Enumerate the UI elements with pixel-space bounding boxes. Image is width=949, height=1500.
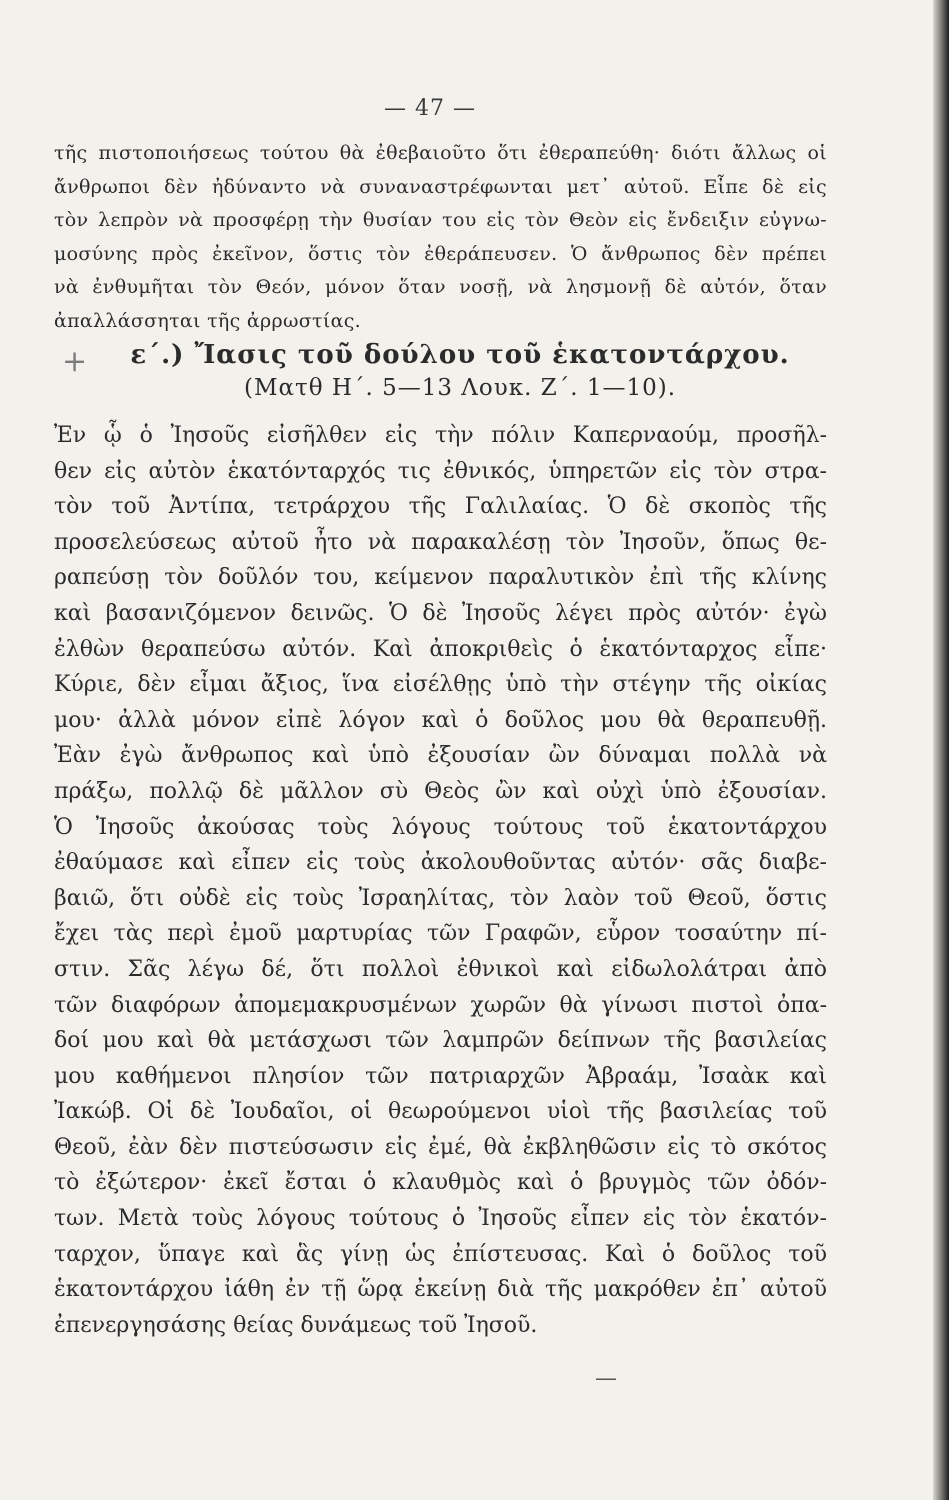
body-paragraph [54, 418, 827, 1343]
text-line: Θεοῦ, ἐὰν δὲν πιστεύσωσιν εἰς ἐμέ, θὰ ἐκβληθῶσιν εἰς τὸ σκότος [54, 1134, 827, 1160]
text-line: τὸ ἐξώτερον· ἐκεῖ ἔσται ὁ κλαυθμὸς καὶ ὁ βρυγμὸς τῶν ὀδόν- [54, 1170, 827, 1196]
text-line: ταρχον, ὕπαγε καὶ ἃς γίνῃ ὡς ἐπίστευσας. Καὶ ὁ δοῦλος τοῦ [54, 1241, 827, 1267]
text-line: ἐθαύμασε καὶ εἶπεν εἰς τοὺς ἀκολουθοῦντας αὐτόν· σᾶς διαβε- [54, 850, 827, 876]
text-line: ἀπαλλάσσηται τῆς ἀρρωστίας. [54, 309, 361, 332]
cross-mark: + [62, 344, 89, 379]
section-heading-text: ε΄.) Ἴασις τοῦ δούλου τοῦ ἑκατοντάρχου. [130, 340, 790, 370]
text-line: τὸν λεπρὸν νὰ προσφέρῃ τὴν θυσίαν του εἰς τὸν Θεὸν εἰς ἔνδειξιν εὐγνω- [54, 209, 827, 231]
end-dash: — [595, 1366, 617, 1391]
text-line: βαιῶ, ὅτι οὐδὲ εἰς τοὺς Ἰσραηλίτας, τὸν λαὸν τοῦ Θεοῦ, ὅστις [54, 885, 827, 911]
text-line: τῶν διαφόρων ἀπομεμακρυσμένων χωρῶν θὰ γίνωσι πιστοὶ ὀπα- [54, 992, 827, 1018]
text-line: μοσύνης πρὸς ἐκεῖνον, ὅστις τὸν ἐθεράπευσεν. Ὁ ἄνθρωπος δὲν πρέπει [54, 242, 827, 265]
scripture-reference: (Ματθ Η΄. 5—13 Λουκ. Ζ΄. 1—10). [243, 375, 677, 401]
text-line: τῆς πιστοποιήσεως τούτου θὰ ἐθεβαιοῦτο ὅτι ἐθεραπεύθη· διότι ἄλλως οἱ [54, 142, 827, 164]
text-line: ἄνθρωποι δὲν ἠδύναντο νὰ συναναστρέφωνται μετ᾽ αὐτοῦ. Εἶπε δὲ εἰς [54, 175, 827, 198]
text-line: προσελεύσεως αὐτοῦ ἦτο νὰ παρακαλέσῃ τὸν Ἰησοῦν, ὅπως θε- [54, 529, 827, 555]
text-line: μου· ἀλλὰ μόνον εἰπὲ λόγον καὶ ὁ δοῦλος μου θὰ θεραπευθῇ. [54, 707, 827, 733]
text-line: Ὁ Ἰησοῦς ἀκούσας τοὺς λόγους τούτους τοῦ ἑκατοντάρχου [54, 814, 827, 840]
text-line: ἔχει τὰς περὶ ἐμοῦ μαρτυρίας τῶν Γραφῶν, εὗρον τοσαύτην πί- [54, 921, 827, 947]
text-line: των. Μετὰ τοὺς λόγους τούτους ὁ Ἰησοῦς εἶπεν εἰς τὸν ἑκατόν- [54, 1206, 827, 1232]
text-line: νὰ ἐνθυμῆται τὸν Θεόν, μόνον ὅταν νοσῇ, νὰ λησμονῇ δὲ αὐτόν, ὅταν [54, 276, 827, 298]
section-heading [62, 340, 850, 379]
text-line: Κύριε, δὲν εἶμαι ἄξιος, ἵνα εἰσέλθῃς ὑπὸ τὴν στέγην τῆς οἰκίας [54, 672, 827, 698]
text-line: θεν εἰς αὐτὸν ἑκατόνταρχός τις ἐθνικός, ὑπηρετῶν εἰς τὸν στρα- [54, 458, 827, 484]
text-line: Ἰακώβ. Οἱ δὲ Ἰουδαῖοι, οἱ θεωρούμενοι υἱοὶ τῆς βασιλείας τοῦ [54, 1099, 827, 1125]
text-line: Ἐὰν ἐγὼ ἄνθρωπος καὶ ὑπὸ ἐξουσίαν ὢν δύναμαι πολλὰ νὰ [54, 743, 827, 769]
text-line: ἐπενεργησάσης θείας δυνάμεως τοῦ Ἰησοῦ. [54, 1312, 538, 1338]
text-line: μου καθήμενοι πλησίον τῶν πατριαρχῶν Ἀβραάμ, Ἰσαὰκ καὶ [54, 1063, 827, 1089]
text-line: στιν. Σᾶς λέγω δέ, ὅτι πολλοὶ ἐθνικοὶ καὶ εἰδωλολάτραι ἀπὸ [54, 956, 827, 982]
text-line: ραπεύσῃ τὸν δοῦλόν του, κείμενον παραλυτικὸν ἐπὶ τῆς κλίνης [54, 565, 827, 591]
text-line: πράξω, πολλῷ δὲ μᾶλλον σὺ Θεὸς ὢν καὶ οὐχὶ ὑπὸ ἐξουσίαν. [54, 778, 827, 804]
scan-edge-shadow [933, 0, 949, 1500]
text-line: δοί μου καὶ θὰ μετάσχωσι τῶν λαμπρῶν δείπνων τῆς βασιλείας [54, 1028, 827, 1054]
text-line: καὶ βασανιζόμενον δεινῶς. Ὁ δὲ Ἰησοῦς λέγει πρὸς αὐτόν· ἐγὼ [54, 600, 827, 626]
text-line: τὸν τοῦ Ἀντίπα, τετράρχου τῆς Γαλιλαίας. Ὁ δὲ σκοπὸς τῆς [54, 494, 827, 520]
text-line: ἐλθὼν θεραπεύσω αὐτόν. Καὶ ἀποκριθεὶς ὁ ἑκατόνταρχος εἶπε· [54, 636, 827, 662]
text-line: ἑκατοντάρχου ἰάθη ἐν τῇ ὥρᾳ ἐκείνῃ διὰ τῆς μακρόθεν ἐπ᾽ αὐτοῦ [54, 1277, 827, 1303]
page-number: — 47 — [384, 96, 476, 121]
top-paragraph [54, 137, 827, 338]
text-line: Ἐν ᾧ ὁ Ἰησοῦς εἰσῆλθεν εἰς τὴν πόλιν Καπερναούμ, προσῆλ- [54, 423, 827, 448]
